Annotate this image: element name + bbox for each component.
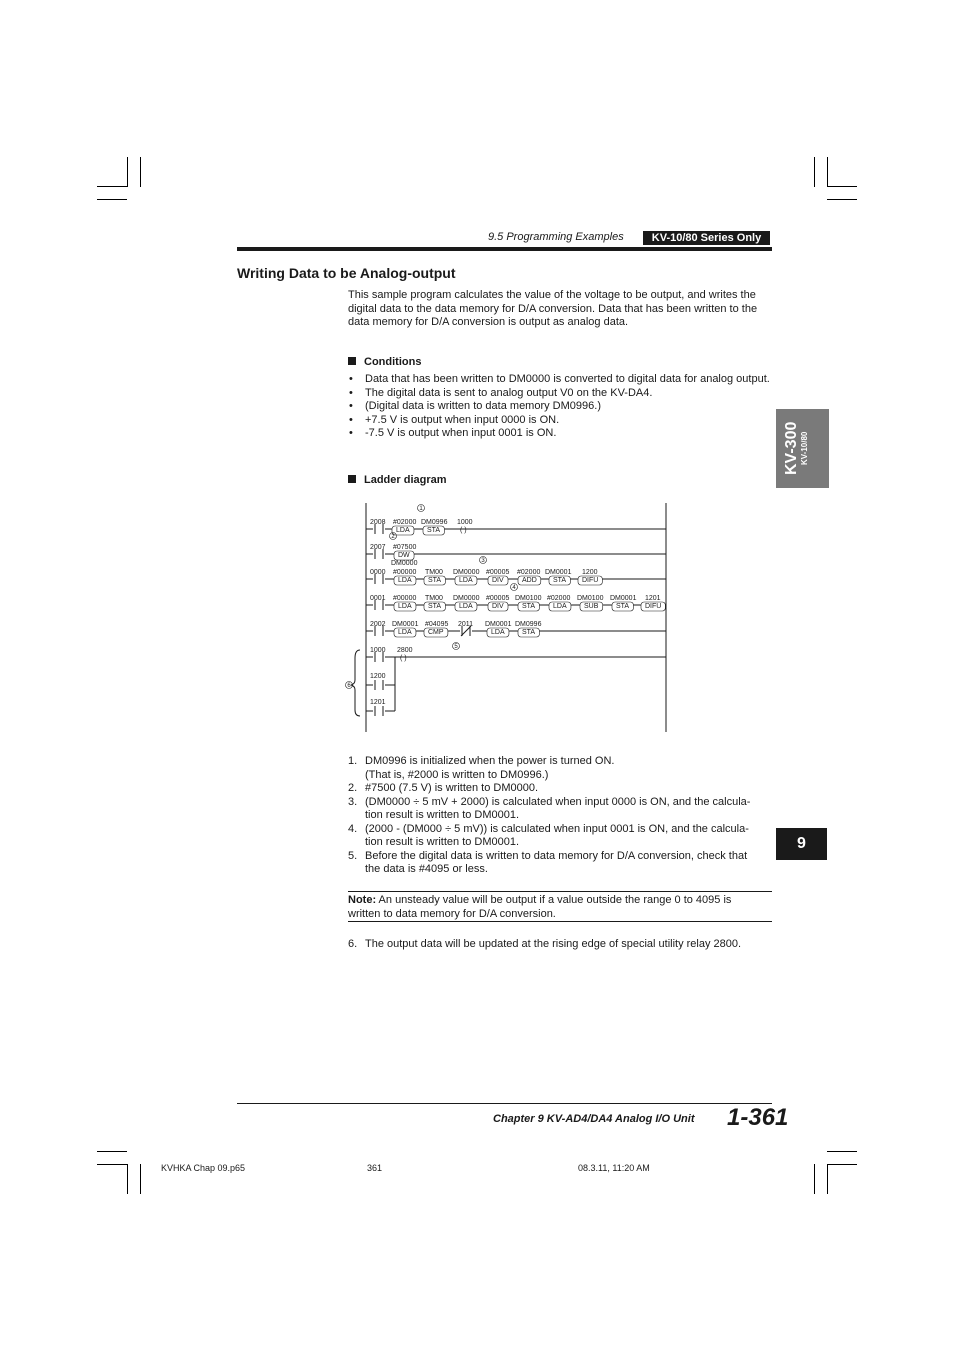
square-bullet-icon: [348, 357, 356, 365]
operand-label: #00000: [393, 569, 417, 576]
operand-label: 2002: [370, 621, 386, 628]
chapter-tab: 9: [776, 828, 827, 860]
print-date: 08.3.11, 11:20 AM: [578, 1163, 650, 1173]
operand-label: DM0001: [392, 621, 419, 628]
instruction-box: DIV: [492, 603, 504, 610]
operand-label: DM0000: [391, 560, 418, 567]
circle-marker: 2: [391, 534, 395, 540]
list-item: 4. (2000 - (DM000 ÷ 5 mV)) is calculated when input 0001 is ON, and the calcula- tion result is written to DM0001.: [348, 822, 749, 848]
instruction-box: DIV: [492, 577, 504, 584]
instruction-box: LDA: [491, 629, 505, 636]
operand-label: 2011: [458, 621, 474, 628]
footer-chapter: Chapter 9 KV-AD4/DA4 Analog I/O Unit: [493, 1113, 695, 1125]
operand-label: DM0001: [485, 621, 512, 628]
instruction-box: LDA: [459, 577, 473, 584]
list-item: • The digital data is sent to analog output V0 on the KV-DA4.: [348, 387, 772, 401]
operand-label: DM0000: [453, 569, 480, 576]
instruction-box: ADD: [522, 577, 537, 584]
operand-label: 2007: [370, 544, 386, 551]
circle-marker: 1: [419, 506, 423, 512]
footer-rule: [237, 1103, 772, 1104]
intro-paragraph: This sample program calculates the value of the voltage to be output, and writes the digital data to the data memory for D/A conversion. Data that has been written to the data memory for D/A conversion is output as analog data.: [348, 289, 758, 328]
list-item: • Data that has been written to DM0000 is converted to digital data for analog output.: [348, 373, 772, 387]
header-section-title: 9.5 Programming Examples: [488, 231, 624, 243]
print-file: KVHKA Chap 09.p65: [161, 1163, 246, 1173]
operand-label: 1201: [370, 699, 386, 706]
list-item: 2. #7500 (7.5 V) is written to DM0000.: [348, 782, 539, 794]
instruction-box: STA: [428, 603, 442, 610]
print-page: 361: [367, 1163, 383, 1173]
instruction-box: STA: [522, 603, 536, 610]
note-rule-top: [348, 891, 772, 892]
instruction-box: LDA: [398, 577, 412, 584]
operand-label: DM0001: [610, 595, 637, 602]
header-rule: [237, 247, 772, 251]
operand-label: DM0996: [421, 519, 448, 526]
explanation-list: [348, 755, 772, 877]
operand-label: 1200: [370, 673, 386, 680]
side-tab-title: KV-300: [783, 421, 800, 475]
instruction-box: STA: [522, 629, 536, 636]
side-tab-subtitle: KV-10/80: [800, 431, 809, 465]
instruction-box: DW: [398, 552, 410, 559]
note-text: written to data memory for D/A conversion.: [348, 907, 556, 920]
instruction-box: STA: [616, 603, 630, 610]
operand-label: 1000: [370, 647, 386, 654]
operand-label: 1200: [582, 569, 598, 576]
instruction-box: LDA: [459, 603, 473, 610]
note-text: An unsteady value will be output if a value outside the range 0 to 4095 is: [376, 894, 732, 906]
conditions-list: [348, 373, 772, 441]
list-item: 5. Before the digital data is written to data memory for D/A conversion, check that the data is #4095 or less.: [348, 849, 748, 875]
list-item: 3. (DM0000 ÷ 5 mV + 2000) is calculated when input 0000 is ON, and the calcula- tion result is written to DM0001.: [348, 795, 751, 821]
instruction-box: LDA: [398, 603, 412, 610]
ladder-diagram: [340, 500, 675, 740]
instruction-box: STA: [553, 577, 567, 584]
operand-label: DM0996: [515, 621, 542, 628]
operand-label: 2008: [370, 519, 386, 526]
list-item: 6. The output data will be updated at the rising edge of special utility relay 2800.: [348, 938, 742, 950]
operand-label: 0001: [370, 595, 386, 602]
page-number: 1-361: [727, 1104, 789, 1131]
instruction-box: STA: [427, 527, 441, 534]
circle-marker: 5: [454, 644, 458, 650]
operand-label: #02000: [393, 519, 417, 526]
circle-marker: 6: [347, 683, 351, 689]
side-tab-kv300: [776, 409, 829, 488]
section-title: Writing Data to be Analog-output: [237, 265, 456, 281]
list-item: • -7.5 V is output when input 0001 is ON.: [348, 427, 772, 441]
operand-label: DM0001: [545, 569, 572, 576]
operand-label: #04095: [425, 621, 449, 628]
note-rule-bottom: [348, 921, 772, 922]
operand-label: DM0000: [453, 595, 480, 602]
instruction-box: SUB: [584, 603, 599, 610]
conditions-heading: Conditions: [348, 356, 421, 368]
operand-label: 1201: [645, 595, 661, 602]
operand-label: DM0100: [515, 595, 542, 602]
operand-label: #00005: [486, 595, 510, 602]
operand-label: #02000: [517, 569, 541, 576]
operand-label: #00005: [486, 569, 510, 576]
list-item-continuation: • (Digital data is written to data memory DM0996.): [348, 400, 772, 414]
operand-label: #07500: [393, 544, 417, 551]
operand-label: #02000: [547, 595, 571, 602]
list-item: • +7.5 V is output when input 0000 is ON.: [348, 414, 772, 428]
list-item: 1. DM0996 is initialized when the power is turned ON. (That is, #2000 is written to DM0996.): [348, 755, 615, 781]
instruction-box: DIFU: [645, 603, 662, 610]
square-bullet-icon: [348, 475, 356, 483]
circle-marker: 3: [481, 558, 485, 564]
operand-label: 2800: [397, 647, 413, 654]
note-label: Note:: [348, 894, 377, 906]
instruction-box: LDA: [553, 603, 567, 610]
operand-label: 0000: [370, 569, 386, 576]
operand-label: DM0100: [577, 595, 604, 602]
operand-label: TM00: [425, 569, 443, 576]
circle-marker: 4: [512, 585, 516, 591]
instruction-box: LDA: [396, 527, 410, 534]
instruction-box: DIFU: [582, 577, 599, 584]
coil-symbol: ( ): [460, 527, 467, 534]
series-badge: KV-10/80 Series Only: [643, 231, 770, 245]
instruction-box: LDA: [398, 629, 412, 636]
operand-label: TM00: [425, 595, 443, 602]
operand-label: #00000: [393, 595, 417, 602]
note-box: [348, 894, 772, 921]
ladder-heading: Ladder diagram: [348, 474, 447, 486]
instruction-box: STA: [428, 577, 442, 584]
instruction-box: CMP: [428, 629, 444, 636]
operand-label: 1000: [457, 519, 473, 526]
coil-symbol: ( ): [400, 655, 407, 662]
